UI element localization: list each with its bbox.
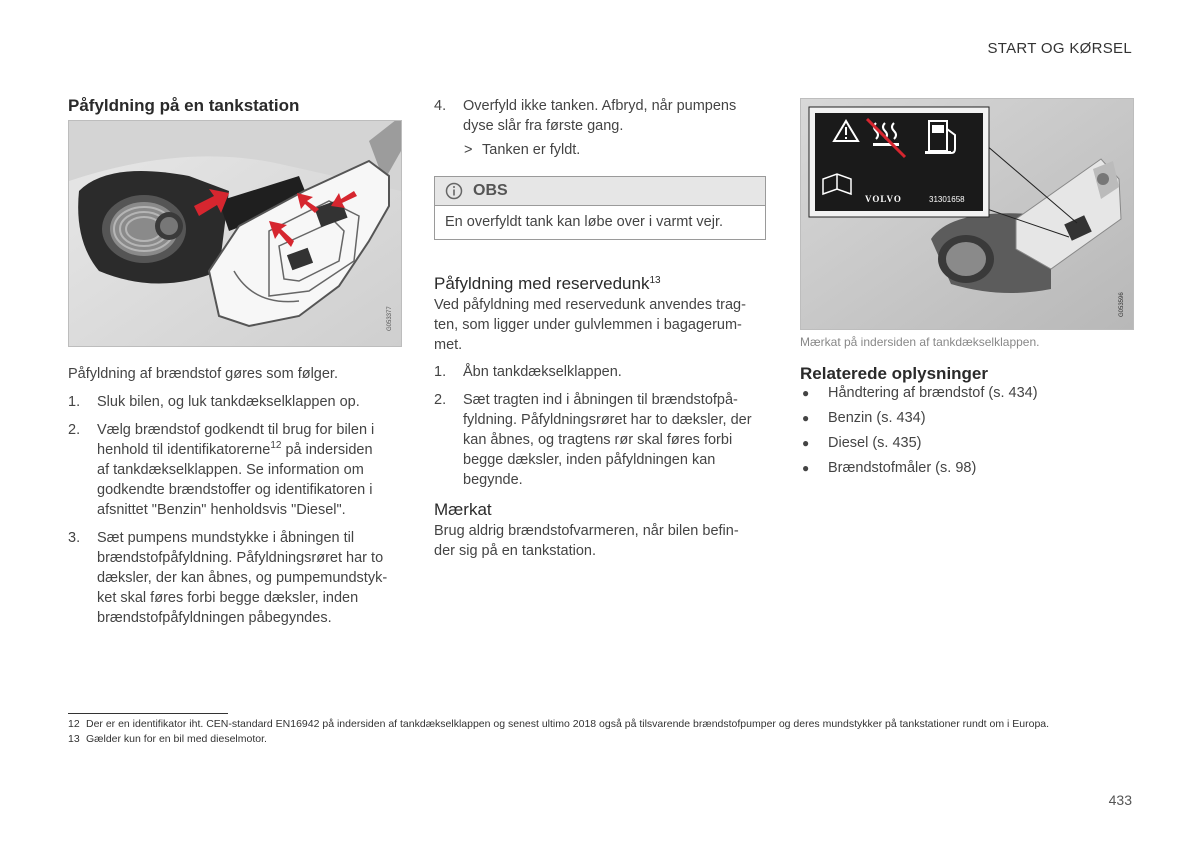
footnote-ref-13[interactable]: 13 bbox=[649, 275, 661, 286]
related-link[interactable] bbox=[800, 456, 1140, 481]
step-text-fragment: henhold til identifikatorerne bbox=[97, 442, 271, 458]
result-line bbox=[434, 140, 774, 160]
step-text-line: fyldning. Påfyldningsrøret har to dæksler, der bbox=[463, 412, 752, 428]
related-link[interactable] bbox=[800, 406, 1140, 431]
label-part-number: 31301658 bbox=[929, 195, 965, 204]
paragraph-line: der sig på en tankstation. bbox=[434, 543, 597, 559]
footnote-13 bbox=[68, 732, 1148, 747]
step-text-line: godkendte brændstoffer og identifikatoren i bbox=[97, 482, 373, 498]
step-text-line: dæksler, der kan åbnes, og pumpemundstyk- bbox=[97, 570, 388, 586]
list-item bbox=[68, 528, 408, 628]
page-number: 433 bbox=[1108, 792, 1132, 808]
heading-label: Mærkat bbox=[434, 500, 492, 519]
label-photo bbox=[800, 98, 1134, 330]
related-link[interactable] bbox=[800, 381, 1140, 406]
step-text-fragment: på indersiden bbox=[281, 442, 373, 458]
footnote-number: 13 bbox=[68, 733, 80, 745]
paragraph-line: ten, som ligger under gulvlemmen i bagagerum- bbox=[434, 317, 742, 333]
info-icon bbox=[445, 182, 463, 200]
step-text-line: Sæt pumpens mundstykke i åbningen til bbox=[97, 530, 355, 546]
section-header: START OG KØRSEL bbox=[987, 40, 1132, 57]
reserve-intro bbox=[434, 295, 774, 355]
step-text-line: af tankdækselklappen. Se information om bbox=[97, 462, 364, 478]
footnote-text: Gælder kun for en bil med dieselmotor. bbox=[86, 733, 267, 745]
nozzle-illustration bbox=[69, 121, 401, 346]
heading-reserve-can bbox=[434, 274, 661, 294]
heading-refuel-station: Påfyldning på en tankstation bbox=[68, 96, 300, 115]
result-text: Tanken er fyldt. bbox=[482, 142, 581, 158]
step-text-line: dyse slår fra første gang. bbox=[463, 118, 624, 134]
related-link-text[interactable]: Diesel (s. 435) bbox=[828, 435, 922, 451]
paragraph-line: met. bbox=[434, 337, 463, 353]
volvo-brand: VOLVO bbox=[865, 194, 902, 204]
related-link-text[interactable]: Benzin (s. 434) bbox=[828, 410, 926, 426]
fuel-flap-illustration bbox=[801, 99, 1133, 329]
step-text-line: afsnittet "Benzin" henholdsvis "Diesel". bbox=[97, 502, 346, 518]
paragraph-line: Ved påfyldning med reservedunk anvendes trag- bbox=[434, 297, 746, 313]
note-box bbox=[434, 176, 766, 240]
step-number: 2. bbox=[68, 422, 81, 438]
bullet-icon: ● bbox=[802, 411, 810, 425]
footnote-divider bbox=[68, 713, 228, 714]
footnote-number: 12 bbox=[68, 718, 80, 730]
note-text: En overfyldt tank kan løbe over i varmt vejr. bbox=[445, 214, 724, 230]
related-link[interactable] bbox=[800, 431, 1140, 456]
footnote-12 bbox=[68, 717, 1148, 732]
step-text-line bbox=[97, 440, 408, 460]
label-text bbox=[434, 521, 774, 561]
step-text-line: Overfyld ikke tanken. Afbryd, når pumpens bbox=[463, 98, 737, 114]
list-item bbox=[68, 420, 408, 520]
step-text-line: Vælg brændstof godkendt til brug for bilen i bbox=[97, 422, 375, 438]
heading-text: Påfyldning med reservedunk bbox=[434, 274, 650, 293]
bullet-icon: ● bbox=[802, 436, 810, 450]
figure-code: G053377 bbox=[387, 306, 393, 331]
footnote-ref-12[interactable]: 12 bbox=[270, 440, 282, 451]
reserve-steps bbox=[434, 362, 774, 490]
list-item bbox=[68, 392, 408, 412]
step-text-line: ket skal føres forbi begge dæksler, inden bbox=[97, 590, 359, 606]
list-item bbox=[434, 362, 774, 382]
step-text-line: brændstofpåfyldning. Påfyldningsrøret har to bbox=[97, 550, 384, 566]
figure-code: G053596 bbox=[1119, 292, 1125, 317]
refuel-illustration bbox=[68, 120, 402, 347]
note-title: OBS bbox=[473, 182, 508, 199]
result-arrow: > bbox=[464, 142, 473, 158]
step-number: 4. bbox=[434, 98, 447, 114]
list-item bbox=[434, 96, 774, 136]
step-number: 1. bbox=[434, 364, 447, 380]
refuel-steps bbox=[68, 392, 408, 628]
step-number: 1. bbox=[68, 394, 81, 410]
bullet-icon: ● bbox=[802, 461, 810, 475]
step-4-block bbox=[434, 96, 774, 160]
list-item bbox=[434, 390, 774, 490]
step-text: Åbn tankdækselklappen. bbox=[463, 364, 622, 380]
step-text-line: Sæt tragten ind i åbningen til brændstofpå- bbox=[463, 392, 738, 408]
bullet-icon: ● bbox=[802, 386, 810, 400]
paragraph-line: Brug aldrig brændstofvarmeren, når bilen befin- bbox=[434, 523, 739, 539]
step-text: Sluk bilen, og luk tankdækselklappen op. bbox=[97, 394, 360, 410]
related-list bbox=[800, 381, 1140, 481]
step-text-line: begynde. bbox=[463, 472, 523, 488]
intro-text: Påfyldning af brændstof gøres som følger. bbox=[68, 366, 338, 382]
figure-caption: Mærkat på indersiden af tankdækselklappen. bbox=[800, 335, 1040, 349]
step-number: 2. bbox=[434, 392, 447, 408]
related-link-text[interactable]: Brændstofmåler (s. 98) bbox=[828, 460, 977, 476]
heading-related: Relaterede oplysninger bbox=[800, 364, 989, 383]
step-text-line: kan åbnes, og tragtens rør skal føres forbi bbox=[463, 432, 733, 448]
footnote-text: Der er en identifikator iht. CEN-standard EN16942 på indersiden af tankdækselklappen og senest ultimo 2018 også på tilsvarende brændstofpumper og deres mundstykker på tankstationer rundt om i Europa. bbox=[86, 718, 1050, 730]
note-header bbox=[435, 177, 765, 206]
step-text-line: begge dæksler, inden påfyldningen kan bbox=[463, 452, 716, 468]
related-link-text[interactable]: Håndtering af brændstof (s. 434) bbox=[828, 385, 1038, 401]
step-number: 3. bbox=[68, 530, 81, 546]
step-text-line: brændstofpåfyldningen påbegyndes. bbox=[97, 610, 332, 626]
footnotes bbox=[68, 717, 1148, 747]
